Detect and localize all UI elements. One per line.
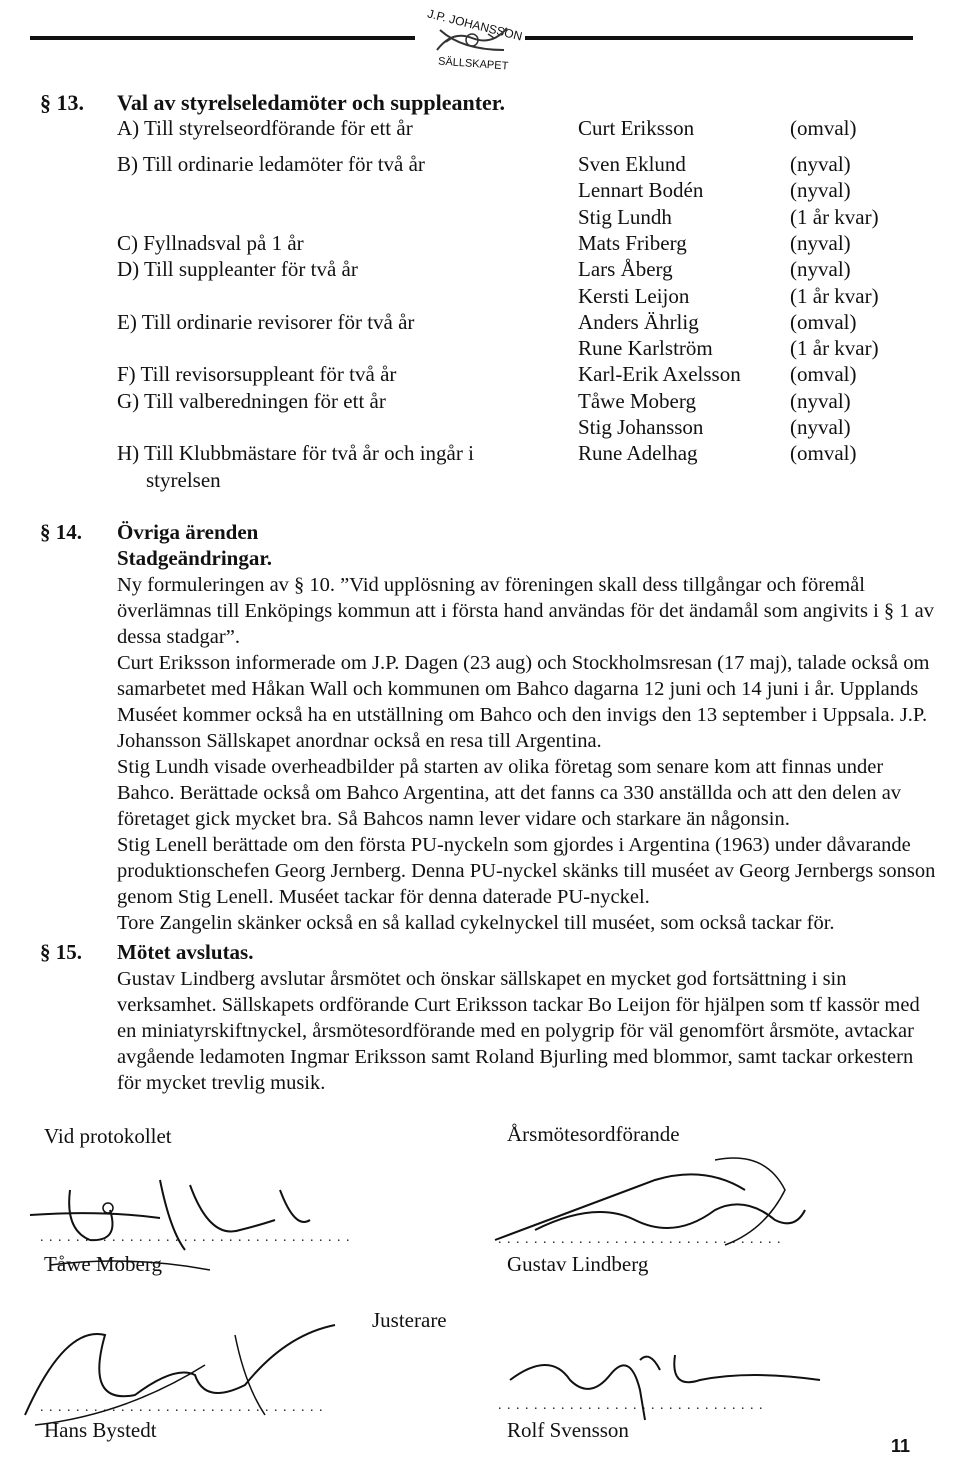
election-role: F) Till revisorsuppleant för två år: [117, 362, 397, 387]
signer-name: Gustav Lindberg: [507, 1252, 649, 1276]
justerare-heading: Justerare: [372, 1308, 447, 1332]
dotted-line-right-2: . . . . . . . . . . . . . . . . . . . . . . . . . . . . . .: [498, 1398, 764, 1413]
signature-rolf-svensson-scribble: [490, 1340, 850, 1430]
page-number: 11: [890, 1436, 910, 1456]
election-status: (1 år kvar): [790, 283, 879, 308]
election-role: H) Till Klubbmästare för två år och ingår i: [117, 441, 474, 466]
election-status: (nyval): [790, 178, 851, 203]
election-role: A) Till styrelseordförande för ett år: [117, 116, 413, 140]
election-status: (omval): [790, 116, 857, 140]
society-logo: [412, 2, 530, 78]
elected-name: Karl-Erik Axelsson: [578, 362, 741, 387]
wrench-logo-icon: [432, 20, 512, 60]
section-13-title: Val av styrelseledamöter och suppleanter.: [117, 90, 506, 115]
elected-name: Lars Åberg: [578, 257, 673, 282]
election-role-continuation: styrelsen: [146, 467, 221, 492]
section-14-subtitle: Stadgeändringar.: [117, 546, 273, 570]
dotted-line-left: . . . . . . . . . . . . . . . . . . . . . . . . . . . . . . . . . . .: [40, 1230, 351, 1245]
election-role: B) Till ordinarie ledamöter för två år: [117, 152, 425, 176]
left-signature-heading: Vid protokollet: [44, 1124, 172, 1148]
signer-name: Hans Bystedt: [44, 1418, 157, 1442]
election-status: (omval): [790, 441, 857, 466]
election-role: E) Till ordinarie revisorer för två år: [117, 309, 415, 334]
election-status: (nyval): [790, 415, 851, 439]
election-role: C) Fyllnadsval på 1 år: [117, 230, 304, 255]
section-14-body: [117, 572, 937, 936]
header-rule-left: [30, 36, 415, 40]
election-status: (omval): [790, 362, 857, 387]
elected-name: Mats Friberg: [578, 230, 687, 255]
election-status: (omval): [790, 309, 857, 334]
section-14-marker: § 14.: [40, 520, 82, 544]
election-role: D) Till suppleanter för två år: [117, 257, 358, 282]
election-status: (nyval): [790, 230, 851, 255]
elected-name: Anders Ährlig: [578, 309, 699, 334]
logo-bottom-text: SÄLLSKAPET: [437, 55, 509, 73]
elected-name: Tåwe Moberg: [578, 388, 696, 413]
right-signature-heading: Årsmötesordförande: [507, 1122, 680, 1146]
header-rule-right: [525, 36, 913, 40]
election-status: (nyval): [790, 152, 851, 176]
election-role: G) Till valberedningen för ett år: [117, 388, 386, 413]
section-13-marker: § 13.: [40, 90, 84, 115]
logo-top-text: J.P. JOHANSSON: [426, 6, 524, 44]
section-15-body: [117, 966, 937, 1096]
signer-name: Rolf Svensson: [507, 1418, 629, 1442]
elected-name: Kersti Leijon: [578, 283, 690, 308]
paragraph: Stig Lundh visade overheadbilder på starten av olika företag som senare kom att finnas under Bahco. Berättade också om Bahco Argentina, att det fanns ca 330 anställda och att den delen av företaget gick mycket bra. Så Bahcos namn lever vidare och starkare än någonsin.: [117, 756, 902, 830]
section-14-title: Övriga ärenden: [117, 520, 259, 544]
elected-name: Rune Karlström: [578, 336, 713, 361]
elected-name: Curt Eriksson: [578, 116, 695, 140]
election-status: (1 år kvar): [790, 204, 879, 229]
election-status: (nyval): [790, 257, 851, 282]
paragraph: Gustav Lindberg avslutar årsmötet och önskar sällskapet en mycket god fortsättning i sin verksamhet. Sällskapets ordförande Curt Eriksson tackar Bo Leijon för hjälpen som tf kassör med en miniatyrskiftnyckel, årsmötesordförande med en polygrip för väl genomfört årsmöte, avtackar avgående ledamoten Ingmar Eriksson samt Roland Bjurling med blommor, samt tackar orkestern för mycket trevlig musik.: [117, 968, 920, 1094]
elected-name: Stig Johansson: [578, 415, 704, 439]
paragraph: Tore Zangelin skänker också en så kallad cykelnyckel till muséet, som också tackar för.: [117, 912, 835, 934]
dotted-line-right: . . . . . . . . . . . . . . . . . . . . . . . . . . . . . . . .: [498, 1232, 782, 1247]
paragraph: Stig Lenell berättade om den första PU-nyckeln som gjordes i Argentina (1963) under dåvarande produktionschefen Georg Jernberg. Denna PU-nyckel skänks till muséet av Georg Jernbergs sonson genom Stig Lenell. Muséet tackar för denna daterade PU-nyckel.: [117, 834, 936, 908]
elected-name: Stig Lundh: [578, 204, 672, 229]
signer-name: Tåwe Moberg: [44, 1252, 162, 1276]
elected-name: Sven Eklund: [578, 152, 686, 176]
section-15-marker: § 15.: [40, 940, 82, 964]
paragraph: Curt Eriksson informerade om J.P. Dagen (23 aug) och Stockholmsresan (17 maj), talade också om samarbetet med Håkan Wall och kommunen om Bahco dagarna 12 juni och 14 juni i år. Upplands Muséet kommer också ha en utställning om Bahco och den invigs den 13 september i Uppsala. J.P. Johansson Sällskapet anordnar också en resa till Argentina.: [117, 652, 930, 752]
dotted-line-left-2: . . . . . . . . . . . . . . . . . . . . . . . . . . . . . . . .: [40, 1400, 324, 1415]
election-status: (nyval): [790, 388, 851, 413]
elected-name: Rune Adelhag: [578, 441, 698, 466]
paragraph: Ny formuleringen av § 10. ”Vid upplösning av föreningen skall dess tillgångar och föremål överlämnas till Enköpings kommun att i första hand användas för det ändamål som angivits i § 1 av dessa stadgar”.: [117, 574, 934, 648]
section-15-title: Mötet avslutas.: [117, 940, 254, 964]
elected-name: Lennart Bodén: [578, 178, 704, 203]
election-status: (1 år kvar): [790, 336, 879, 361]
